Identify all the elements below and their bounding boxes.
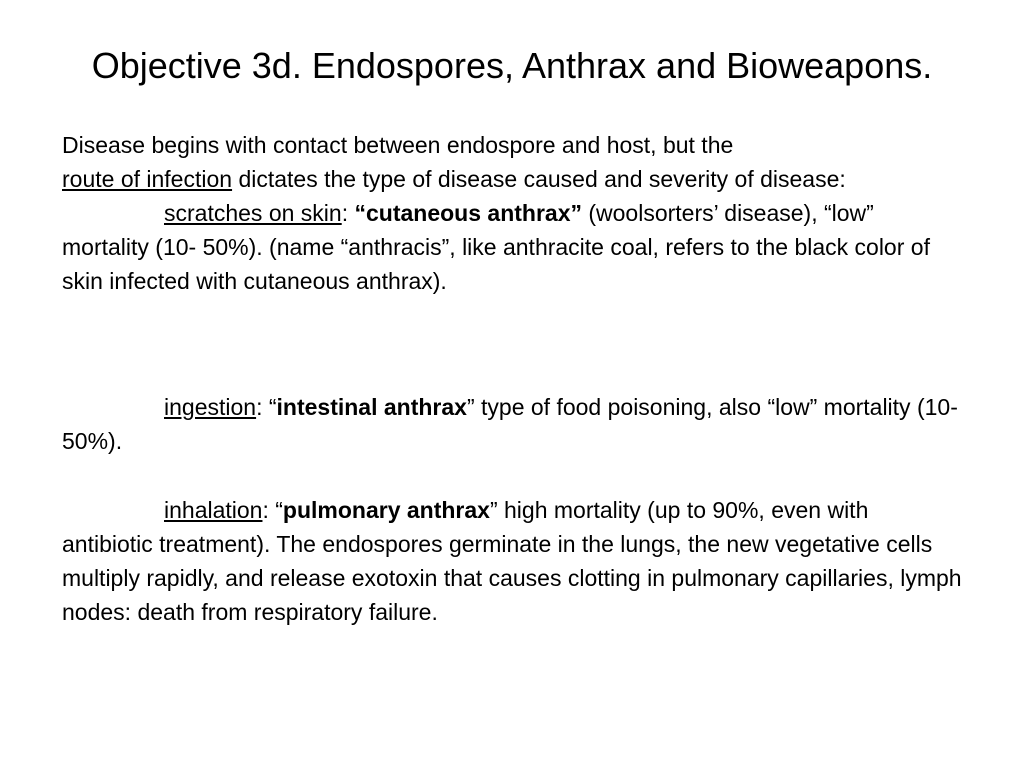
disease-description-intestinal: ” type of food poisoning, also “low” mortality (10-50%). (62, 394, 958, 454)
paragraph-intestinal (62, 390, 962, 458)
route-label-inhalation: inhalation (164, 497, 263, 523)
route-label-skin: scratches on skin (164, 200, 342, 226)
disease-name-cutaneous: “cutaneous anthrax” (354, 200, 582, 226)
separator: : “ (256, 394, 277, 420)
paragraph-cutaneous (62, 128, 962, 298)
route-label-ingestion: ingestion (164, 394, 257, 420)
route-of-infection-term: route of infection (62, 166, 233, 192)
intro-text-end: dictates the type of disease caused and severity of disease: (232, 166, 846, 192)
slide-title: Objective 3d. Endospores, Anthrax and Bioweapons. (91, 45, 933, 86)
separator: : “ (262, 497, 283, 523)
intro-text-start: Disease begins with contact between endospore and host, but the (62, 132, 734, 158)
paragraph-pulmonary (62, 493, 962, 629)
disease-description-pulmonary: ” high mortality (up to 90%, even with antibiotic treatment). The endospores germinate in the lungs, the new vegetative cells multiply rapidly, and release exotoxin that causes clotting in pulmonary capillaries, lymph nodes: death from respiratory failure. (62, 497, 962, 625)
disease-name-intestinal: intestinal anthrax (276, 394, 467, 420)
disease-description-cutaneous: (woolsorters’ disease), “low” mortality (10- 50%). (name “anthracis”, like anthracite coal, refers to the black color of skin infected with cutaneous anthrax). (62, 200, 930, 294)
separator: : (341, 200, 355, 226)
disease-name-pulmonary: pulmonary anthrax (282, 497, 490, 523)
